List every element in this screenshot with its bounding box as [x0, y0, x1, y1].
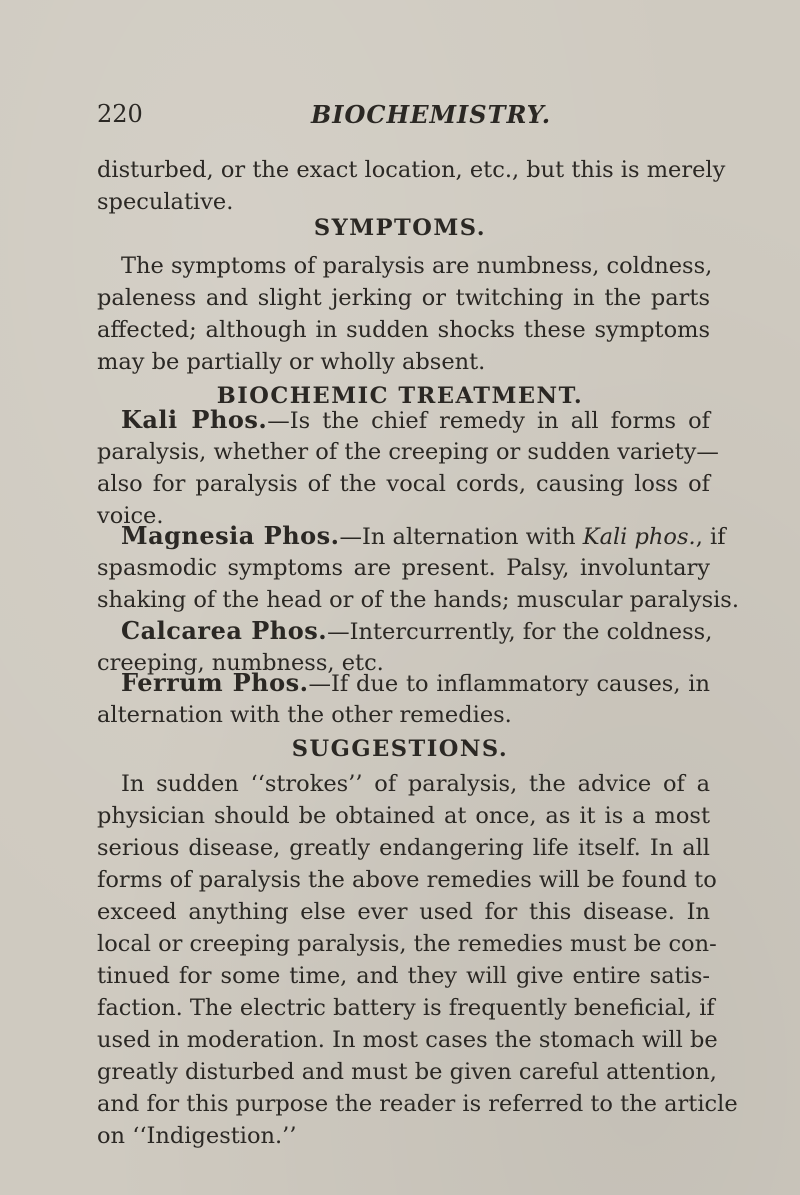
text-line — [97, 615, 713, 647]
section-heading-treatment: BIOCHEMIC TREATMENT. — [216, 383, 584, 409]
text-line: voice. — [97, 503, 164, 529]
remedy-name: Kali Phos. — [121, 405, 268, 434]
text-line: forms of paralysis the above remedies will be found to — [97, 867, 717, 893]
text-line: faction. The electric battery is frequently beneficial, if — [97, 995, 715, 1021]
text-line: greatly disturbed and must be given careful attention, — [97, 1059, 717, 1085]
text-line: exceed anything else ever used for this disease. In — [97, 899, 710, 925]
text-line: and for this purpose the reader is referred to the article — [97, 1091, 738, 1117]
remedy-description: —If due to inflammatory causes, in — [308, 671, 710, 697]
text-line: paleness and slight jerking or twitching in the parts — [97, 285, 710, 311]
section-heading-symptoms: SYMPTOMS. — [313, 215, 487, 241]
ferrum-phos-paragraph — [97, 667, 710, 731]
text-line — [97, 667, 710, 699]
page-header — [97, 100, 709, 140]
text-line: affected; although in sudden shocks these symptoms — [97, 317, 710, 343]
text-line: In sudden ‘‘strokes’’ of paralysis, the advice of a — [121, 771, 710, 797]
running-title: BIOCHEMISTRY. — [311, 100, 552, 129]
text-line: also for paralysis of the vocal cords, causing loss of — [97, 471, 710, 497]
text-line: physician should be obtained at once, as it is a most — [97, 803, 710, 829]
text-line: paralysis, whether of the creeping or sudden variety— — [97, 439, 719, 465]
remedy-name: Magnesia Phos. — [121, 521, 340, 550]
text-line — [97, 520, 726, 552]
remedy-description-end: , if — [695, 524, 726, 550]
text-line: tinued for some time, and they will give entire satis- — [97, 963, 710, 989]
text-line: may be partially or wholly absent. — [97, 349, 486, 375]
text-line: used in moderation. In most cases the stomach will be — [97, 1027, 718, 1053]
text-line: shaking of the head or of the hands; muscular paralysis. — [97, 587, 740, 613]
text-line: on ‘‘Indigestion.’’ — [97, 1123, 297, 1149]
magnesia-phos-paragraph — [97, 520, 740, 616]
kali-phos-paragraph — [97, 404, 719, 532]
text-line: disturbed, or the exact location, etc., but this is merely — [97, 157, 726, 183]
text-line: speculative. — [97, 189, 234, 215]
section-heading-suggestions: SUGGESTIONS. — [291, 736, 509, 762]
symptoms-paragraph — [97, 250, 713, 378]
suggestions-paragraph — [97, 768, 738, 1152]
text-line: creeping, numbness, etc. — [97, 650, 384, 676]
remedy-reference: Kali phos. — [582, 524, 696, 550]
remedy-description: —Intercurrently, for the coldness, — [327, 619, 713, 645]
page-number: 220 — [97, 100, 143, 128]
remedy-description: —Is the chief remedy in all forms of — [267, 408, 710, 434]
remedy-name: Ferrum Phos. — [121, 668, 309, 697]
text-line: serious disease, greatly endangering life itself. In all — [97, 835, 710, 861]
text-line: The symptoms of paralysis are numbness, coldness, — [121, 253, 713, 279]
text-line: local or creeping paralysis, the remedies must be con- — [97, 931, 717, 957]
intro-paragraph — [97, 154, 726, 218]
remedy-description: —In alternation with — [339, 524, 583, 550]
text-line: spasmodic symptoms are present. Palsy, involuntary — [97, 555, 710, 581]
remedy-name: Calcarea Phos. — [121, 616, 328, 645]
text-line: alternation with the other remedies. — [97, 702, 512, 728]
text-line — [97, 404, 710, 436]
